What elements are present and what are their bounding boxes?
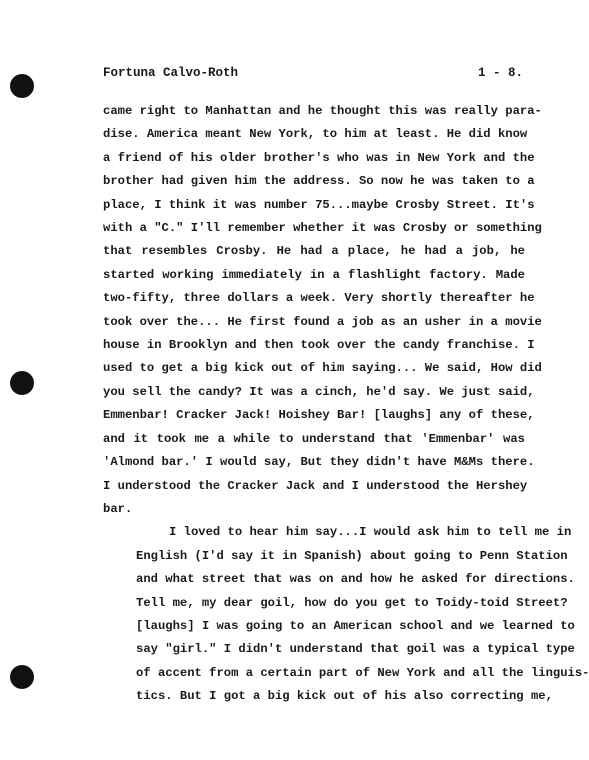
text-line: I understood the Cracker Jack and I understood the Hershey [103,478,528,493]
text-line: of accent from a certain part of New York and all the linguis- [136,665,589,680]
text-line: [laughs] I was going to an American school and we learned to [136,618,575,633]
text-line: used to get a big kick out of him saying... We said, How did [103,361,542,376]
paragraph [103,100,542,521]
text-line: with a "C." I'll remember whether it was Crosby or something [103,221,542,236]
text-line: 'Almond bar.' I would say, But they didn't have M&Ms there. [103,455,535,470]
text-line: dise. America meant New York, to him at least. He did know [103,127,528,142]
text-line: house in Brooklyn and then took over the candy franchise. I [103,338,535,353]
text-line: brother had given him the address. So now he was taken to a [103,174,535,189]
text-line: that resembles Crosby. He had a place, he had a job, he [103,244,525,259]
text-line: you sell the candy? It was a cinch, he'd say. We just said, [103,384,535,399]
transcript-body [103,100,589,709]
text-line: say "girl." I didn't understand that goil was a typical type [136,642,575,657]
binder-hole-middle [10,371,34,395]
binder-hole-bottom [10,665,34,689]
binder-hole-top [10,74,34,98]
text-line: a friend of his older brother's who was in New York and the [103,150,535,165]
header-name: Fortuna Calvo-Roth [103,66,239,80]
text-line: took over the... He first found a job as an usher in a movie [103,314,542,329]
text-line: started working immediately in a flashlight factory. Made [103,267,525,282]
text-line: place, I think it was number 75...maybe Crosby Street. It's [103,197,535,212]
text-line: bar. [103,501,133,516]
text-line: English (I'd say it in Spanish) about going to Penn Station [136,548,568,563]
page-header [103,66,523,80]
text-line: and it took me a while to understand that 'Emmenbar' was [103,431,525,446]
text-line: and what street that was on and how he asked for directions. [136,572,575,587]
text-line: Emmenbar! Cracker Jack! Hoishey Bar! [laughs] any of these, [103,408,535,423]
paragraph [103,521,589,708]
text-line: I loved to hear him say...I would ask him to tell me in [169,525,572,540]
page-number: 1 - 8. [477,66,523,80]
text-line: two-fifty, three dollars a week. Very shortly thereafter he [103,291,535,306]
text-line: came right to Manhattan and he thought this was really para- [103,104,542,118]
text-line: tics. But I got a big kick out of his also correcting me, [136,689,553,704]
text-line: Tell me, my dear goil, how do you get to Toidy-toid Street? [136,595,568,610]
